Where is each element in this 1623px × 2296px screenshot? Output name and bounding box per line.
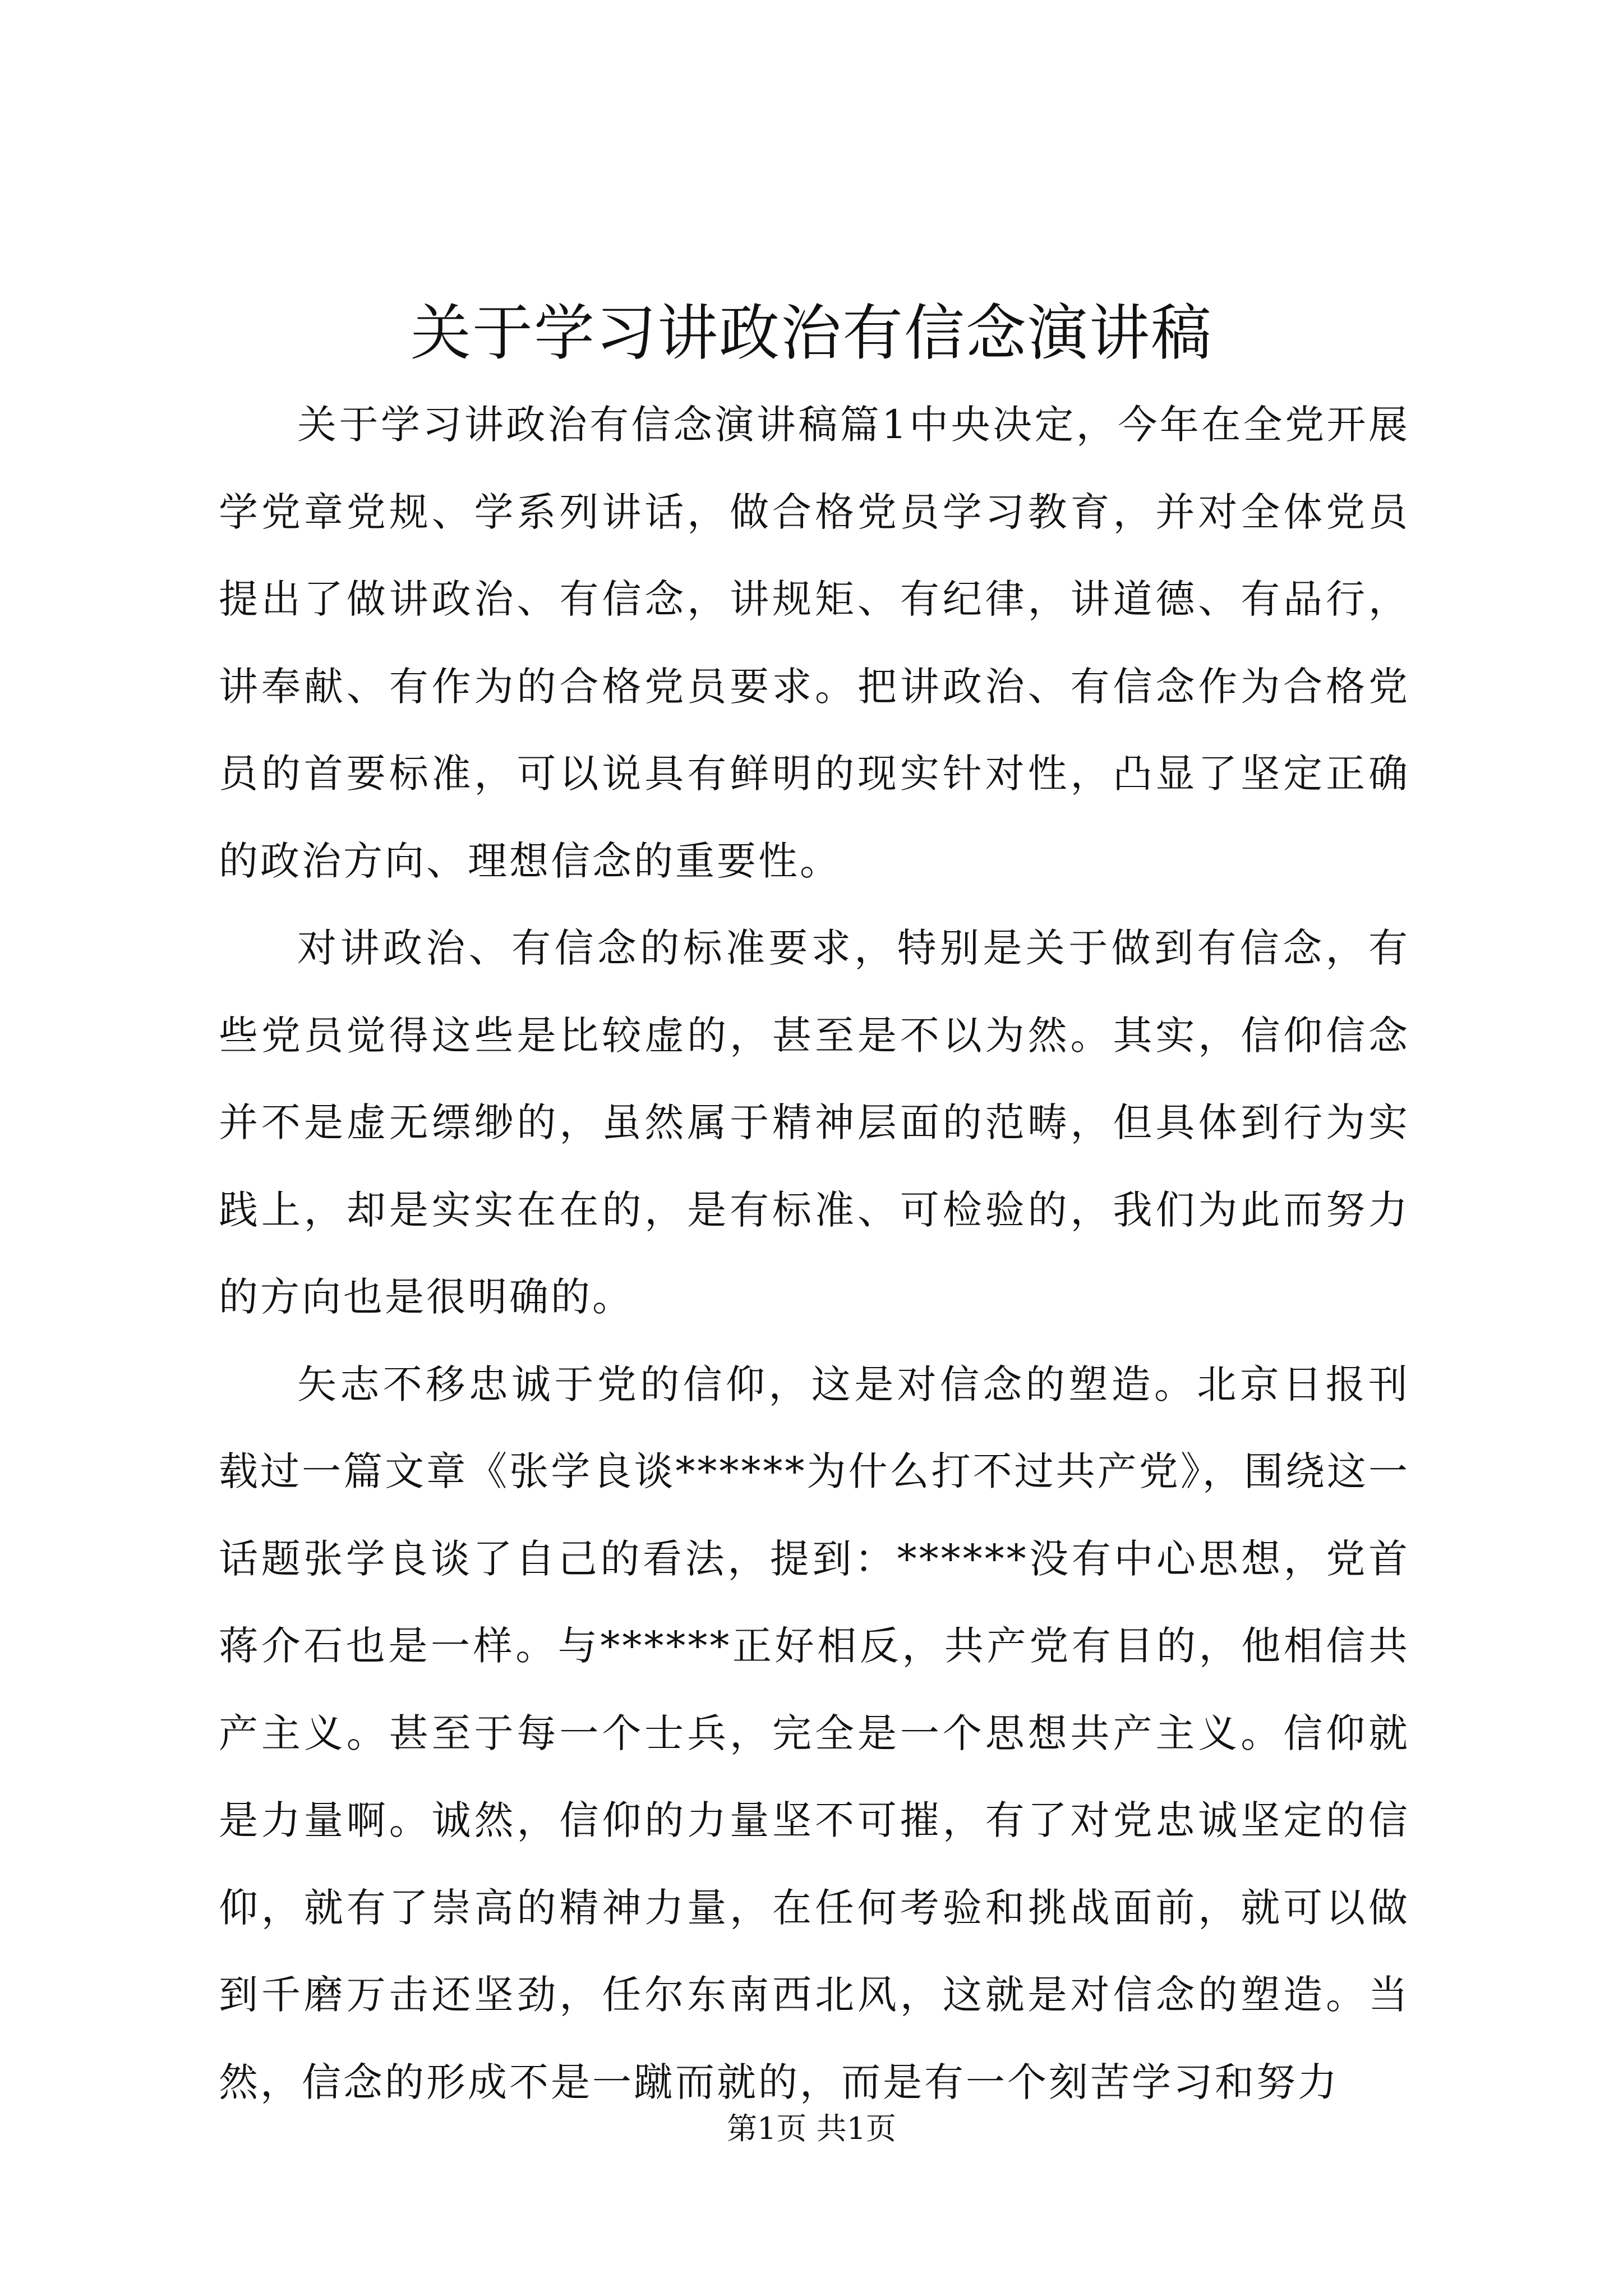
paragraph-1: 关于学习讲政治有信念演讲稿篇1中央决定，今年在全党开展学党章党规、学系列讲话，做合格党员学习教育，并对全体党员提出了做讲政治、有信念，讲规矩、有纪律，讲道德、有品行，讲奉献、有作为的合格党员要求。把讲政治、有信念作为合格党员的首要标准，可以说具有鲜明的现实针对性，凸显了坚定正确的政治方向、理想信念的重要性。: [219, 402, 1410, 884]
page-footer: 第1页 共1页: [727, 2111, 896, 2146]
document-body: [219, 381, 1410, 2126]
document-title: 关于学习讲政治有信念演讲稿: [410, 298, 1212, 369]
paragraph-2: 对讲政治、有信念的标准要求，特别是关于做到有信念，有些党员觉得这些是比较虚的，甚至是不以为然。其实，信仰信念并不是虚无缥缈的，虽然属于精神层面的范畴，但具体到行为实践上，却是实实在在的，是有标准、可检验的，我们为此而努力的方向也是很明确的。: [219, 925, 1410, 1320]
paragraph-3: 矢志不移忠诚于党的信仰，这是对信念的塑造。北京日报刊载过一篇文章《张学良谈******为什么打不过共产党》，围绕这一话题张学良谈了自己的看法，提到：******没有中心思想，党首蒋介石也是一样。与******正好相反，共产党有目的，他相信共产主义。甚至于每一个士兵，完全是一个思想共产主义。信仰就是力量啊。诚然，信仰的力量坚不可摧，有了对党忠诚坚定的信仰，就有了崇高的精神力量，在任何考验和挑战面前，就可以做到千磨万击还坚劲，任尔东南西北风，这就是对信念的塑造。当然，信念的形成不是一蹴而就的，而是有一个刻苦学习和努力: [219, 1361, 1410, 2105]
